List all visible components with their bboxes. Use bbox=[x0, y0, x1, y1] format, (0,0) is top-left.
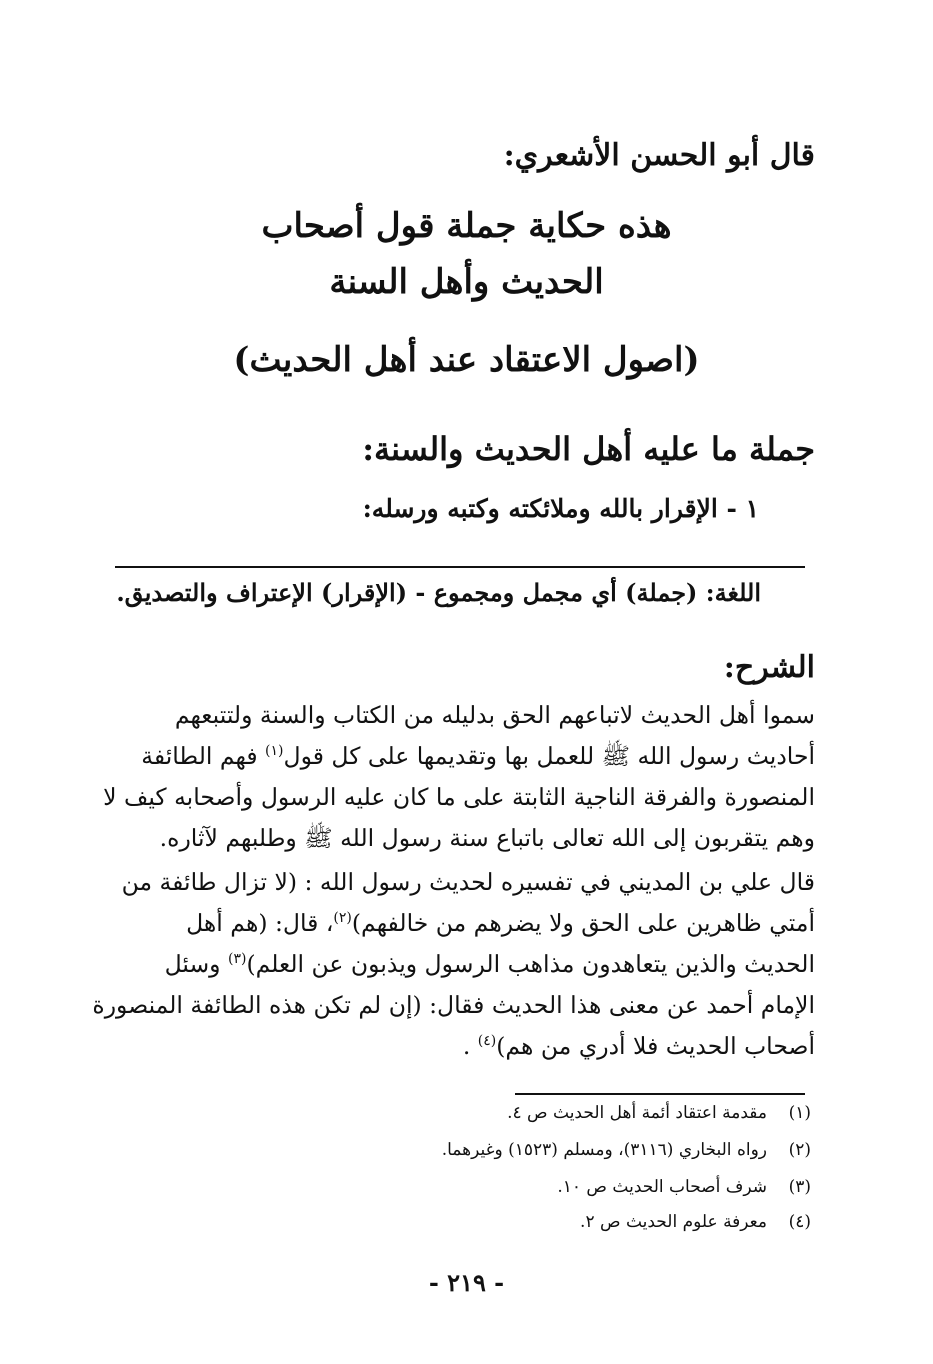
paragraph-1 bbox=[103, 695, 815, 859]
heading-line-2: الحديث وأهل السنة bbox=[329, 262, 604, 302]
text-span: . bbox=[462, 1032, 478, 1060]
lugha-line: اللغة: (جملة) أي مجمل ومجموع - (الإقرار) الإعتراف والتصديق. bbox=[116, 578, 761, 607]
intro-line: قال أبو الحسن الأشعري: bbox=[503, 138, 815, 173]
text-span: فهم الطائفة bbox=[141, 742, 266, 770]
paragraph-line: وهم يتقربون إلى الله تعالى باتباع سنة رسول الله ﷺ وطلبهم لآثاره. bbox=[159, 824, 815, 852]
footnote-ref[interactable]: (٢) bbox=[333, 910, 352, 927]
text-span: ، قال: (هم أهل bbox=[186, 909, 334, 937]
footnote-number: (٢) bbox=[788, 1140, 811, 1160]
paragraph-line: الإمام أحمد عن معنى هذا الحديث فقال: (إن لم تكن هذه الطائفة المنصورة bbox=[92, 991, 815, 1019]
subheading: (اصول الاعتقاد عند أهل الحديث) bbox=[233, 340, 700, 380]
paragraph-line bbox=[115, 944, 815, 985]
paragraph-line: المنصورة والفرقة الناجية الثابتة على ما كان عليه الرسول وأصحابه كيف لا bbox=[103, 783, 815, 811]
text-span: أمتي ظاهرين على الحق ولا يضرهم من خالفهم) bbox=[351, 909, 815, 937]
divider-rule bbox=[115, 566, 805, 568]
footnote-divider bbox=[515, 1093, 805, 1095]
paragraph-line bbox=[115, 903, 815, 944]
footnote-number: (٣) bbox=[788, 1177, 811, 1197]
heading-line-1: هذه حكاية جملة قول أصحاب bbox=[261, 206, 672, 246]
footnote-text: رواه البخاري (٣١١٦)، ومسلم (١٥٢٣) وغيرهما. bbox=[441, 1140, 767, 1160]
footnote-ref[interactable]: (٤) bbox=[477, 1033, 497, 1050]
paragraph-line bbox=[115, 1026, 815, 1067]
footnote-2 bbox=[442, 1140, 811, 1160]
footnote-text: شرف أصحاب الحديث ص ١٠. bbox=[557, 1177, 767, 1197]
text-span: الحديث والذين يتعاهدون مذاهب الرسول ويذبون عن العلم) bbox=[246, 950, 815, 978]
sharh-title: الشرح: bbox=[723, 650, 815, 685]
text-span: وسئل bbox=[164, 950, 228, 978]
paragraph-line bbox=[115, 736, 815, 777]
footnote-number: (٤) bbox=[788, 1212, 811, 1232]
paragraph-2 bbox=[92, 862, 815, 1067]
paragraph-line: قال علي بن المديني في تفسيره لحديث رسول الله : (لا تزال طائفة من bbox=[121, 868, 815, 896]
footnote-4 bbox=[580, 1212, 811, 1232]
footnote-1 bbox=[507, 1103, 811, 1123]
text-span: أحاديث رسول الله ﷺ للعمل بها وتقديمها على كل قول bbox=[283, 742, 815, 770]
page-number: - ٢١٩ - bbox=[428, 1268, 505, 1297]
section-title: جملة ما عليه أهل الحديث والسنة: bbox=[362, 430, 815, 468]
paragraph-line: سموا أهل الحديث لاتباعهم الحق بدليله من الكتاب والسنة ولتتبعهم bbox=[174, 701, 815, 729]
footnote-ref[interactable]: (١) bbox=[265, 743, 284, 760]
footnote-ref[interactable]: (٣) bbox=[227, 951, 247, 968]
footnote-3 bbox=[557, 1177, 811, 1197]
footnote-text: معرفة علوم الحديث ص ٢. bbox=[580, 1212, 767, 1232]
footnote-number: (١) bbox=[788, 1103, 811, 1123]
footnote-text: مقدمة اعتقاد أئمة أهل الحديث ص ٤. bbox=[507, 1103, 767, 1123]
item-1: ١ - الإقرار بالله وملائكته وكتبه ورسله: bbox=[362, 494, 759, 523]
text-span: أصحاب الحديث فلا أدري من هم) bbox=[496, 1032, 815, 1060]
